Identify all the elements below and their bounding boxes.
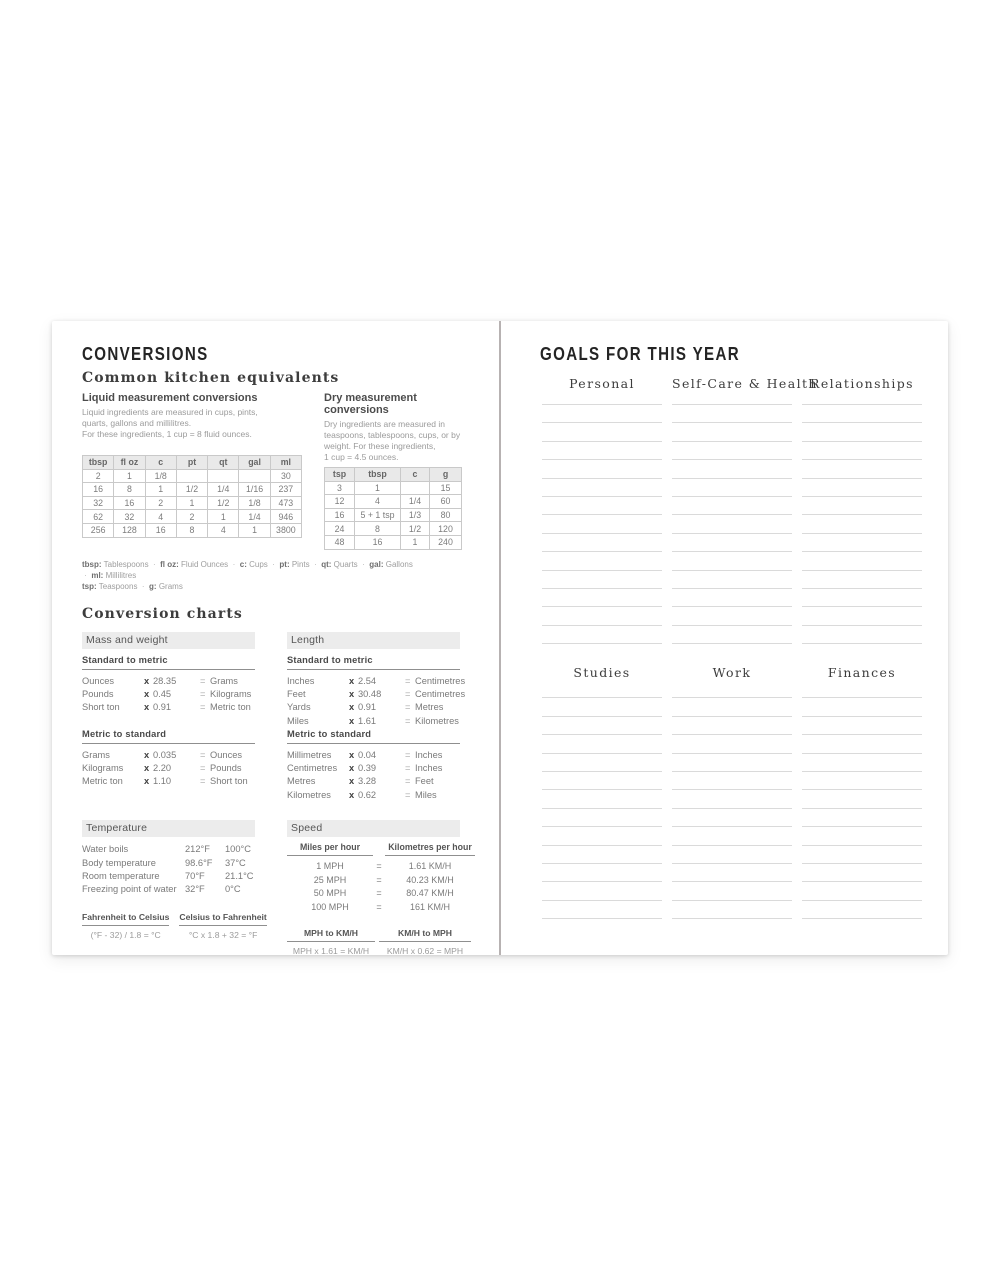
cell: 1/16 — [239, 483, 270, 497]
ruled-line — [802, 404, 922, 422]
cell: 1/3 — [401, 508, 430, 522]
metric-to-standard-heading: Metric to standard — [287, 729, 460, 744]
cell — [401, 481, 430, 495]
col-header: c — [401, 468, 430, 482]
cell: 1/2 — [208, 496, 239, 510]
temperature-row: Water boils 212°F 100°C — [82, 844, 251, 855]
ruled-line — [802, 753, 922, 771]
col-header: fl oz — [114, 456, 145, 470]
length-section — [287, 632, 466, 803]
cell: 1/4 — [401, 495, 430, 509]
table-row — [325, 535, 462, 549]
conversion-row: Inches x 2.54 = Centimetres — [287, 675, 466, 686]
ruled-line — [802, 734, 922, 752]
writing-lines — [802, 697, 922, 936]
goal-section-work — [672, 665, 792, 936]
cell: 16 — [145, 523, 176, 537]
ruled-line — [672, 441, 792, 459]
ruled-line — [802, 643, 922, 661]
ruled-line — [672, 789, 792, 807]
kmh-column-header: Kilometres per hour — [385, 842, 475, 856]
liquid-description: Liquid ingredients are measured in cups, pints, quarts, gallons and millilitres. For these ingredients, 1 cup = 8 fluid ounces. — [82, 407, 258, 439]
cell: 1 — [176, 496, 207, 510]
ruled-line — [672, 771, 792, 789]
cell: 16 — [114, 496, 145, 510]
ruled-line — [542, 900, 662, 918]
ruled-line — [802, 716, 922, 734]
standard-to-metric-heading: Standard to metric — [82, 655, 255, 670]
conversion-row: Metric ton x 1.10 = Short ton — [82, 776, 248, 787]
ruled-line — [802, 496, 922, 514]
ruled-line — [802, 570, 922, 588]
section-bar: Speed — [287, 820, 460, 837]
ruled-line — [542, 588, 662, 606]
cell: 1/8 — [145, 469, 176, 483]
ruled-line — [802, 459, 922, 477]
goal-section-label: Relationships — [810, 376, 914, 391]
cell: 2 — [145, 496, 176, 510]
ruled-line — [672, 863, 792, 881]
table-row — [325, 495, 462, 509]
ruled-line — [542, 789, 662, 807]
cell: 120 — [430, 522, 462, 536]
temperature-row: Room temperature 70°F 21.1°C — [82, 871, 254, 881]
cell: 30 — [270, 469, 301, 483]
legend-entry: · g: Grams — [140, 582, 183, 591]
cell: 80 — [430, 508, 462, 522]
ruled-line — [542, 496, 662, 514]
page-title-conversions: CONVERSIONS — [82, 344, 209, 364]
col-header: pt — [176, 456, 207, 470]
ruled-line — [542, 422, 662, 440]
ruled-line — [542, 918, 662, 936]
temperature-row: Freezing point of water 32°F 0°C — [82, 884, 241, 895]
cell: 16 — [355, 535, 401, 549]
ruled-line — [802, 697, 922, 715]
cell: 1 — [145, 483, 176, 497]
legend-entry: · fl oz: Fluid Ounces — [151, 560, 228, 569]
ruled-line — [542, 734, 662, 752]
ruled-line — [672, 643, 792, 661]
ruled-line — [802, 606, 922, 624]
kitchen-equivalents-heading: Common kitchen equivalents — [82, 370, 340, 386]
goal-section-label: Self-Care & Health — [672, 376, 818, 391]
cell: 8 — [355, 522, 401, 536]
ruled-line — [672, 459, 792, 477]
mph-to-kmh-formula: MPH to KM/H MPH x 1.61 = KM/H — [287, 928, 375, 956]
cell: 15 — [430, 481, 462, 495]
writing-lines — [542, 404, 662, 661]
section-bar: Mass and weight — [82, 632, 255, 649]
goal-section-relationships — [802, 376, 922, 661]
liquid-measurement-column — [82, 392, 310, 550]
cell: 3 — [325, 481, 355, 495]
mass-weight-section — [82, 632, 255, 789]
cell: 8 — [114, 483, 145, 497]
cell: 4 — [355, 495, 401, 509]
goal-section-studies — [542, 665, 662, 936]
cell: 2 — [83, 469, 114, 483]
section-bar: Length — [287, 632, 460, 649]
ruled-line — [542, 404, 662, 422]
ruled-line — [672, 514, 792, 532]
cell: 1/4 — [208, 483, 239, 497]
dry-measurement-table — [324, 467, 462, 550]
ruled-line — [542, 826, 662, 844]
goal-section-finances — [802, 665, 922, 936]
cell: 8 — [176, 523, 207, 537]
ruled-line — [672, 753, 792, 771]
celsius-to-fahrenheit-formula: Celsius to Fahrenheit °C x 1.8 + 32 = °F — [179, 911, 267, 940]
cell: 1 — [239, 523, 270, 537]
goal-section-label: Work — [712, 665, 752, 681]
standard-to-metric-heading: Standard to metric — [287, 655, 460, 670]
cell: 5 + 1 tsp — [355, 508, 401, 522]
cell: 16 — [325, 508, 355, 522]
cell: 256 — [83, 523, 114, 537]
ruled-line — [672, 606, 792, 624]
ruled-line — [802, 625, 922, 643]
ruled-line — [672, 422, 792, 440]
cell: 1/4 — [239, 510, 270, 524]
ruled-line — [542, 551, 662, 569]
writing-lines — [802, 404, 922, 661]
ruled-line — [802, 863, 922, 881]
goal-section-label: Personal — [569, 376, 635, 391]
conversion-row: Ounces x 28.35 = Grams — [82, 675, 238, 686]
goal-section-label: Studies — [573, 665, 631, 681]
ruled-line — [802, 845, 922, 863]
dry-description: Dry ingredients are measured in teaspoons, tablespoons, cups, or by weight. For these ingredients, 1 cup = 4.5 ounces. — [324, 419, 461, 462]
ruled-line — [672, 900, 792, 918]
ruled-line — [542, 808, 662, 826]
ruled-line — [802, 789, 922, 807]
ruled-line — [672, 734, 792, 752]
legend-entry: · pt: Pints — [270, 560, 310, 569]
kmh-to-mph-formula: KM/H to MPH KM/H x 0.62 = MPH — [379, 928, 471, 956]
cell: 32 — [83, 496, 114, 510]
ruled-line — [542, 753, 662, 771]
cell: 4 — [208, 523, 239, 537]
ruled-line — [542, 514, 662, 532]
ruled-line — [542, 863, 662, 881]
conversion-row: Short ton x 0.91 = Metric ton — [82, 702, 251, 713]
ruled-line — [802, 808, 922, 826]
cell: 946 — [270, 510, 301, 524]
ruled-line — [802, 478, 922, 496]
ruled-line — [542, 606, 662, 624]
cell — [239, 469, 270, 483]
dry-heading: Dry measurement conversions — [324, 392, 417, 416]
goal-section-personal — [542, 376, 662, 661]
col-header: g — [430, 468, 462, 482]
fahrenheit-to-celsius-formula: Fahrenheit to Celsius (°F - 32) / 1.8 = °C — [82, 911, 170, 940]
ruled-line — [542, 478, 662, 496]
col-header: c — [145, 456, 176, 470]
ruled-line — [542, 881, 662, 899]
table-row — [83, 523, 302, 537]
ruled-line — [672, 697, 792, 715]
ruled-line — [542, 570, 662, 588]
liquid-measurement-table — [82, 455, 302, 538]
cell: 473 — [270, 496, 301, 510]
cell: 16 — [83, 483, 114, 497]
col-header: gal — [239, 456, 270, 470]
cell: 1 — [208, 510, 239, 524]
ruled-line — [542, 716, 662, 734]
goal-section-self-care-health — [672, 376, 818, 661]
ruled-line — [542, 441, 662, 459]
mph-column-header: Miles per hour — [287, 842, 373, 856]
ruled-line — [802, 826, 922, 844]
ruled-line — [542, 625, 662, 643]
ruled-line — [672, 496, 792, 514]
cell: 1 — [114, 469, 145, 483]
ruled-line — [802, 533, 922, 551]
ruled-line — [672, 826, 792, 844]
cell: 4 — [145, 510, 176, 524]
conversion-row: Yards x 0.91 = Metres — [287, 702, 444, 713]
legend-entry: · c: Cups — [230, 560, 267, 569]
cell: 1/2 — [401, 522, 430, 536]
ruled-line — [802, 514, 922, 532]
legend-entry: · gal: Gallons — [360, 560, 413, 569]
ruled-line — [802, 881, 922, 899]
cell: 60 — [430, 495, 462, 509]
writing-lines — [542, 697, 662, 936]
temperature-section — [82, 820, 267, 940]
col-header: tbsp — [83, 456, 114, 470]
ruled-line — [802, 918, 922, 936]
goals-row-1 — [542, 376, 948, 661]
conversion-row: Grams x 0.035 = Ounces — [82, 749, 243, 760]
ruled-line — [802, 441, 922, 459]
conversion-row: Millimetres x 0.04 = Inches — [287, 749, 443, 760]
table-row — [325, 508, 462, 522]
col-header: tbsp — [355, 468, 401, 482]
ruled-line — [802, 588, 922, 606]
ruled-line — [672, 478, 792, 496]
legend-entry: tsp: Teaspoons — [82, 581, 138, 591]
ruled-line — [802, 900, 922, 918]
cell: 12 — [325, 495, 355, 509]
ruled-line — [802, 771, 922, 789]
ruled-line — [672, 533, 792, 551]
ruled-line — [802, 422, 922, 440]
charts-row-1 — [82, 632, 488, 803]
abbreviation-legend — [82, 559, 467, 592]
legend-entry: tbsp: Tablespoons — [82, 559, 149, 569]
ruled-line — [672, 570, 792, 588]
ruled-line — [672, 551, 792, 569]
ruled-line — [802, 551, 922, 569]
page-title-goals: GOALS FOR THIS YEAR — [540, 344, 740, 364]
cell: 48 — [325, 535, 355, 549]
kitchen-columns — [82, 392, 488, 550]
conversion-row: Feet x 30.48 = Centimetres — [287, 688, 466, 699]
table-row — [83, 510, 302, 524]
ruled-line — [542, 643, 662, 661]
conversion-row: Pounds x 0.45 = Kilograms — [82, 688, 252, 699]
conversion-row: Kilograms x 2.20 = Pounds — [82, 762, 242, 773]
legend-entry: · qt: Quarts — [312, 560, 358, 569]
table-header-row — [83, 456, 302, 470]
ruled-line — [672, 918, 792, 936]
speed-section — [287, 820, 472, 956]
conversion-row: Miles x 1.61 = Kilometres — [287, 715, 459, 726]
table-row — [83, 496, 302, 510]
liquid-heading: Liquid measurement conversions — [82, 392, 258, 404]
ruled-line — [672, 808, 792, 826]
temperature-row: Body temperature 98.6°F 37°C — [82, 857, 246, 868]
cell: 1/8 — [239, 496, 270, 510]
cell: 1/2 — [176, 483, 207, 497]
col-header: qt — [208, 456, 239, 470]
cell: 32 — [114, 510, 145, 524]
conversions-page — [52, 321, 500, 955]
goals-page — [500, 321, 948, 955]
ruled-line — [672, 588, 792, 606]
cell: 62 — [83, 510, 114, 524]
col-header: tsp — [325, 468, 355, 482]
ruled-line — [672, 881, 792, 899]
table-row — [83, 469, 302, 483]
ruled-line — [542, 845, 662, 863]
cell: 3800 — [270, 523, 301, 537]
cell — [176, 469, 207, 483]
ruled-line — [542, 533, 662, 551]
ruled-line — [542, 697, 662, 715]
planner-spread — [52, 321, 948, 955]
goal-section-label: Finances — [827, 665, 897, 681]
ruled-line — [672, 625, 792, 643]
ruled-line — [542, 459, 662, 477]
conversion-row: Metres x 3.28 = Feet — [287, 776, 434, 787]
charts-row-2 — [82, 820, 488, 955]
legend-entry: · ml: Millilitres — [82, 571, 136, 580]
cell: 24 — [325, 522, 355, 536]
metric-to-standard-heading: Metric to standard — [82, 729, 255, 744]
ruled-line — [672, 845, 792, 863]
ruled-line — [542, 771, 662, 789]
cell: 237 — [270, 483, 301, 497]
table-row — [325, 522, 462, 536]
writing-lines — [672, 404, 792, 661]
speed-table: 1 MPH = 1.61 KM/H 25 MPH = 40.23 KM/H 50 MPH = 80.47 KM/H 100 MPH = 161 KM/H — [311, 861, 454, 912]
ruled-line — [672, 716, 792, 734]
table-header-row — [325, 468, 462, 482]
conversion-row: Kilometres x 0.62 = Miles — [287, 789, 437, 800]
cell: 240 — [430, 535, 462, 549]
section-bar: Temperature — [82, 820, 255, 837]
table-row — [325, 481, 462, 495]
dry-measurement-column — [324, 392, 464, 550]
page-gutter-divider — [499, 321, 501, 955]
conversion-row: Centimetres x 0.39 = Inches — [287, 762, 443, 773]
cell: 128 — [114, 523, 145, 537]
cell: 2 — [176, 510, 207, 524]
cell: 1 — [401, 535, 430, 549]
cell: 1 — [355, 481, 401, 495]
table-row — [83, 483, 302, 497]
writing-lines — [672, 697, 792, 936]
goals-row-2 — [542, 665, 948, 936]
cell — [208, 469, 239, 483]
ruled-line — [672, 404, 792, 422]
col-header: ml — [270, 456, 301, 470]
conversion-charts-heading: Conversion charts — [82, 605, 243, 622]
